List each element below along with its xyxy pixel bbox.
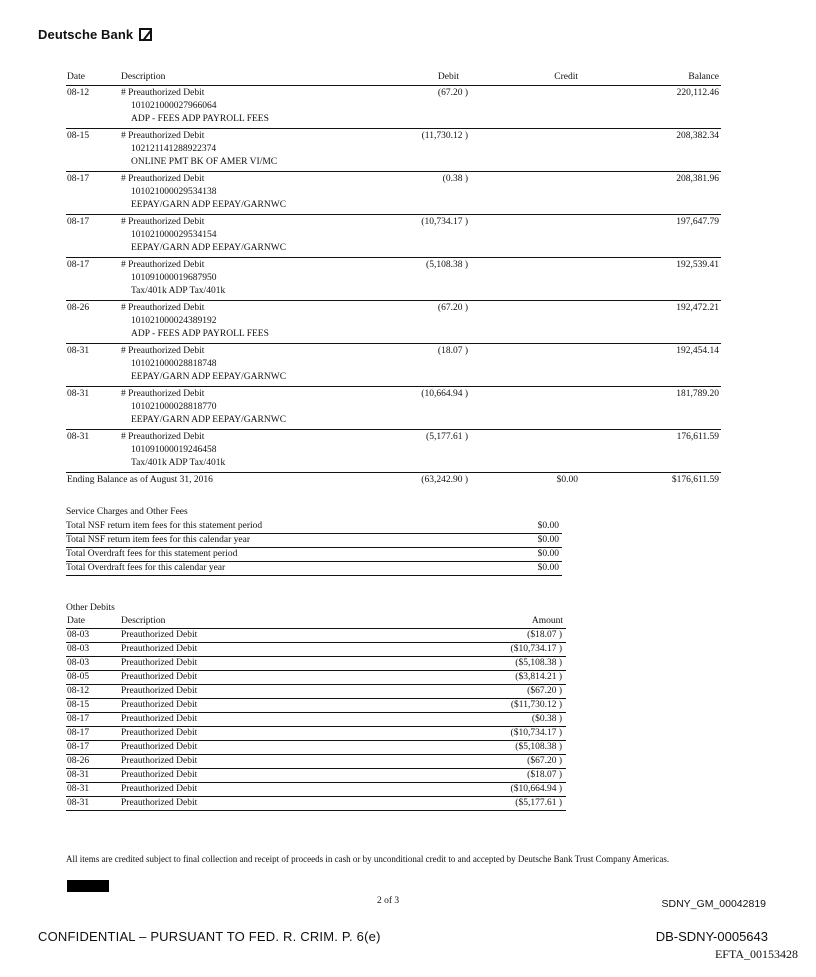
other-debit-amount: ($0.38 ) xyxy=(531,714,562,724)
other-debit-description: Preauthorized Debit xyxy=(121,798,198,808)
other-debit-row xyxy=(66,699,566,713)
service-charge-line xyxy=(66,520,562,534)
transaction-date: 08-31 xyxy=(67,346,90,356)
other-debit-date: 08-03 xyxy=(67,658,90,668)
service-charge-label: Total NSF return item fees for this statement period xyxy=(66,521,263,531)
service-charge-value: $0.00 xyxy=(537,535,559,545)
transaction-reference: 102121141288922374 xyxy=(131,144,217,154)
other-debit-date: 08-15 xyxy=(67,700,90,710)
transaction-balance: 197,647.79 xyxy=(676,217,719,227)
transaction-row xyxy=(66,344,721,387)
transaction-reference: 101021000028818748 xyxy=(131,359,217,369)
deutsche-bank-logo-icon xyxy=(139,28,152,41)
transaction-reference: 101091000019687950 xyxy=(131,273,217,283)
other-debit-amount: ($5,177.61 ) xyxy=(515,798,562,808)
bates-number-sdny-gm: SDNY_GM_00042819 xyxy=(661,898,766,910)
service-charge-line xyxy=(66,534,562,548)
service-charges-title: Service Charges and Other Fees xyxy=(66,507,188,517)
transaction-balance: 192,472.21 xyxy=(676,303,719,313)
other-debit-description: Preauthorized Debit xyxy=(121,756,198,766)
transaction-debit: (67.20 ) xyxy=(437,303,468,313)
other-debit-description: Preauthorized Debit xyxy=(121,742,198,752)
transaction-type: # Preauthorized Debit xyxy=(121,346,205,356)
transaction-debit: (11,730.12 ) xyxy=(421,131,468,141)
transaction-row xyxy=(66,86,721,129)
ending-balance-row xyxy=(66,472,721,489)
transaction-date: 08-17 xyxy=(67,217,90,227)
transaction-date: 08-12 xyxy=(67,88,90,98)
transaction-date: 08-31 xyxy=(67,389,90,399)
service-charge-line xyxy=(66,548,562,562)
transaction-row xyxy=(66,258,721,301)
other-debits-header-description: Description xyxy=(121,616,166,626)
transaction-reference: 101021000024389192 xyxy=(131,316,217,326)
service-charges-section xyxy=(66,505,562,576)
other-debit-description: Preauthorized Debit xyxy=(121,700,198,710)
other-debit-date: 08-31 xyxy=(67,784,90,794)
transaction-balance: 208,382.34 xyxy=(676,131,719,141)
other-debits-header-date: Date xyxy=(67,616,85,626)
other-debit-row xyxy=(66,797,566,811)
other-debit-amount: ($10,734.17 ) xyxy=(510,728,562,738)
redaction-block xyxy=(67,880,109,892)
transactions-table xyxy=(66,72,721,489)
transaction-reference: 101021000029534154 xyxy=(131,230,217,240)
transaction-reference: 101091000019246458 xyxy=(131,445,217,455)
other-debit-description: Preauthorized Debit xyxy=(121,672,198,682)
transaction-debit: (67.20 ) xyxy=(437,88,468,98)
transaction-type: # Preauthorized Debit xyxy=(121,174,205,184)
transaction-reference: 101021000027966064 xyxy=(131,101,217,111)
bank-brand xyxy=(38,27,152,42)
transaction-balance: 192,539.41 xyxy=(676,260,719,270)
other-debit-description: Preauthorized Debit xyxy=(121,784,198,794)
other-debit-description: Preauthorized Debit xyxy=(121,644,198,654)
transaction-type: # Preauthorized Debit xyxy=(121,217,205,227)
service-charges-lines xyxy=(66,520,562,576)
service-charge-label: Total NSF return item fees for this calendar year xyxy=(66,535,250,545)
transaction-row xyxy=(66,301,721,344)
other-debit-row xyxy=(66,671,566,685)
other-debits-title: Other Debits xyxy=(66,603,115,613)
other-debit-amount: ($3,814.21 ) xyxy=(515,672,562,682)
transaction-payee: ADP - FEES ADP PAYROLL FEES xyxy=(131,114,269,124)
transaction-payee: EEPAY/GARN ADP EEPAY/GARNWC xyxy=(131,200,287,210)
other-debits-section xyxy=(66,601,566,811)
transaction-row xyxy=(66,129,721,172)
other-debits-header xyxy=(66,615,566,629)
transaction-balance: 208,381.96 xyxy=(676,174,719,184)
header-description: Description xyxy=(121,72,166,82)
transaction-payee: ONLINE PMT BK OF AMER VI/MC xyxy=(131,157,278,167)
transactions-header xyxy=(66,72,721,86)
page-number: 2 of 3 xyxy=(377,896,400,906)
other-debit-amount: ($18.07 ) xyxy=(527,630,562,640)
transaction-debit: (5,177.61 ) xyxy=(426,432,468,442)
other-debit-description: Preauthorized Debit xyxy=(121,714,198,724)
other-debit-amount: ($10,664.94 ) xyxy=(510,784,562,794)
other-debit-amount: ($11,730.12 ) xyxy=(510,700,562,710)
other-debit-amount: ($5,108.38 ) xyxy=(515,742,562,752)
ending-balance-label: Ending Balance as of August 31, 2016 xyxy=(67,475,213,485)
other-debit-row xyxy=(66,643,566,657)
transaction-reference: 101021000028818770 xyxy=(131,402,217,412)
transaction-type: # Preauthorized Debit xyxy=(121,131,205,141)
other-debit-date: 08-03 xyxy=(67,630,90,640)
other-debit-description: Preauthorized Debit xyxy=(121,658,198,668)
header-balance: Balance xyxy=(688,72,719,82)
other-debit-row xyxy=(66,783,566,797)
transaction-debit: (18.07 ) xyxy=(437,346,468,356)
other-debit-row xyxy=(66,713,566,727)
transaction-date: 08-17 xyxy=(67,260,90,270)
other-debit-amount: ($67.20 ) xyxy=(527,686,562,696)
disclaimer-text: All items are credited subject to final collection and receipt of proceeds in cash or by unconditional credit to and accepted by Deutsche Bank Trust Company Americas. xyxy=(66,854,670,864)
other-debits-header-amount: Amount xyxy=(531,616,563,626)
service-charge-value: $0.00 xyxy=(537,521,559,531)
service-charge-line xyxy=(66,562,562,576)
service-charge-value: $0.00 xyxy=(537,549,559,559)
efta-number: EFTA_00153428 xyxy=(714,947,798,961)
other-debit-description: Preauthorized Debit xyxy=(121,686,198,696)
other-debit-row xyxy=(66,657,566,671)
other-debit-description: Preauthorized Debit xyxy=(121,728,198,738)
other-debit-amount: ($5,108.38 ) xyxy=(515,658,562,668)
other-debit-date: 08-31 xyxy=(67,798,90,808)
other-debit-row xyxy=(66,769,566,783)
other-debit-row xyxy=(66,629,566,643)
transaction-row xyxy=(66,387,721,430)
service-charge-value: $0.00 xyxy=(537,563,559,573)
transaction-row xyxy=(66,430,721,472)
other-debit-amount: ($10,734.17 ) xyxy=(510,644,562,654)
transaction-balance: 192,454.14 xyxy=(676,346,719,356)
transaction-type: # Preauthorized Debit xyxy=(121,432,205,442)
transaction-payee: Tax/401k ADP Tax/401k xyxy=(131,458,226,468)
other-debit-date: 08-03 xyxy=(67,644,90,654)
transaction-payee: EEPAY/GARN ADP EEPAY/GARNWC xyxy=(131,243,287,253)
header-credit: Credit xyxy=(554,72,578,82)
transaction-reference: 101021000029534138 xyxy=(131,187,217,197)
service-charge-label: Total Overdraft fees for this calendar year xyxy=(66,563,226,573)
transaction-date: 08-31 xyxy=(67,432,90,442)
bates-number-db-sdny: DB-SDNY-0005643 xyxy=(655,929,768,944)
transaction-balance: 181,789.20 xyxy=(676,389,719,399)
confidential-notice: CONFIDENTIAL – PURSUANT TO FED. R. CRIM. P. 6(e) xyxy=(38,929,381,944)
ending-credit-total: $0.00 xyxy=(556,475,578,485)
header-debit: Debit xyxy=(437,72,459,82)
transaction-type: # Preauthorized Debit xyxy=(121,389,205,399)
other-debit-date: 08-12 xyxy=(67,686,90,696)
transaction-row xyxy=(66,172,721,215)
transaction-type: # Preauthorized Debit xyxy=(121,303,205,313)
other-debit-amount: ($18.07 ) xyxy=(527,770,562,780)
header-date: Date xyxy=(67,72,85,82)
transaction-type: # Preauthorized Debit xyxy=(121,88,205,98)
other-debit-description: Preauthorized Debit xyxy=(121,770,198,780)
transaction-balance: 176,611.59 xyxy=(676,432,719,442)
transaction-type: # Preauthorized Debit xyxy=(121,260,205,270)
other-debit-date: 08-17 xyxy=(67,714,90,724)
service-charge-label: Total Overdraft fees for this statement period xyxy=(66,549,238,559)
other-debit-date: 08-05 xyxy=(67,672,90,682)
transaction-balance: 220,112.46 xyxy=(676,88,719,98)
other-debit-description: Preauthorized Debit xyxy=(121,630,198,640)
transaction-debit: (10,734.17 ) xyxy=(421,217,468,227)
other-debit-amount: ($67.20 ) xyxy=(527,756,562,766)
other-debit-row xyxy=(66,755,566,769)
other-debit-row xyxy=(66,727,566,741)
transaction-payee: Tax/401k ADP Tax/401k xyxy=(131,286,226,296)
transactions-rows xyxy=(66,86,721,472)
transaction-debit: (5,108.38 ) xyxy=(426,260,468,270)
other-debit-row xyxy=(66,685,566,699)
ending-debit-total: (63,242.90 ) xyxy=(421,475,468,485)
transaction-date: 08-15 xyxy=(67,131,90,141)
transaction-payee: EEPAY/GARN ADP EEPAY/GARNWC xyxy=(131,415,287,425)
other-debit-date: 08-17 xyxy=(67,728,90,738)
ending-balance-value: $176,611.59 xyxy=(671,475,719,485)
other-debit-date: 08-26 xyxy=(67,756,90,766)
transaction-row xyxy=(66,215,721,258)
other-debits-rows xyxy=(66,629,566,811)
other-debit-date: 08-17 xyxy=(67,742,90,752)
transaction-date: 08-17 xyxy=(67,174,90,184)
transaction-debit: (0.38 ) xyxy=(442,174,468,184)
transaction-date: 08-26 xyxy=(67,303,90,313)
bank-name: Deutsche Bank xyxy=(38,27,134,42)
other-debit-date: 08-31 xyxy=(67,770,90,780)
transaction-debit: (10,664.94 ) xyxy=(421,389,468,399)
transaction-payee: EEPAY/GARN ADP EEPAY/GARNWC xyxy=(131,372,287,382)
other-debit-row xyxy=(66,741,566,755)
transaction-payee: ADP - FEES ADP PAYROLL FEES xyxy=(131,329,269,339)
